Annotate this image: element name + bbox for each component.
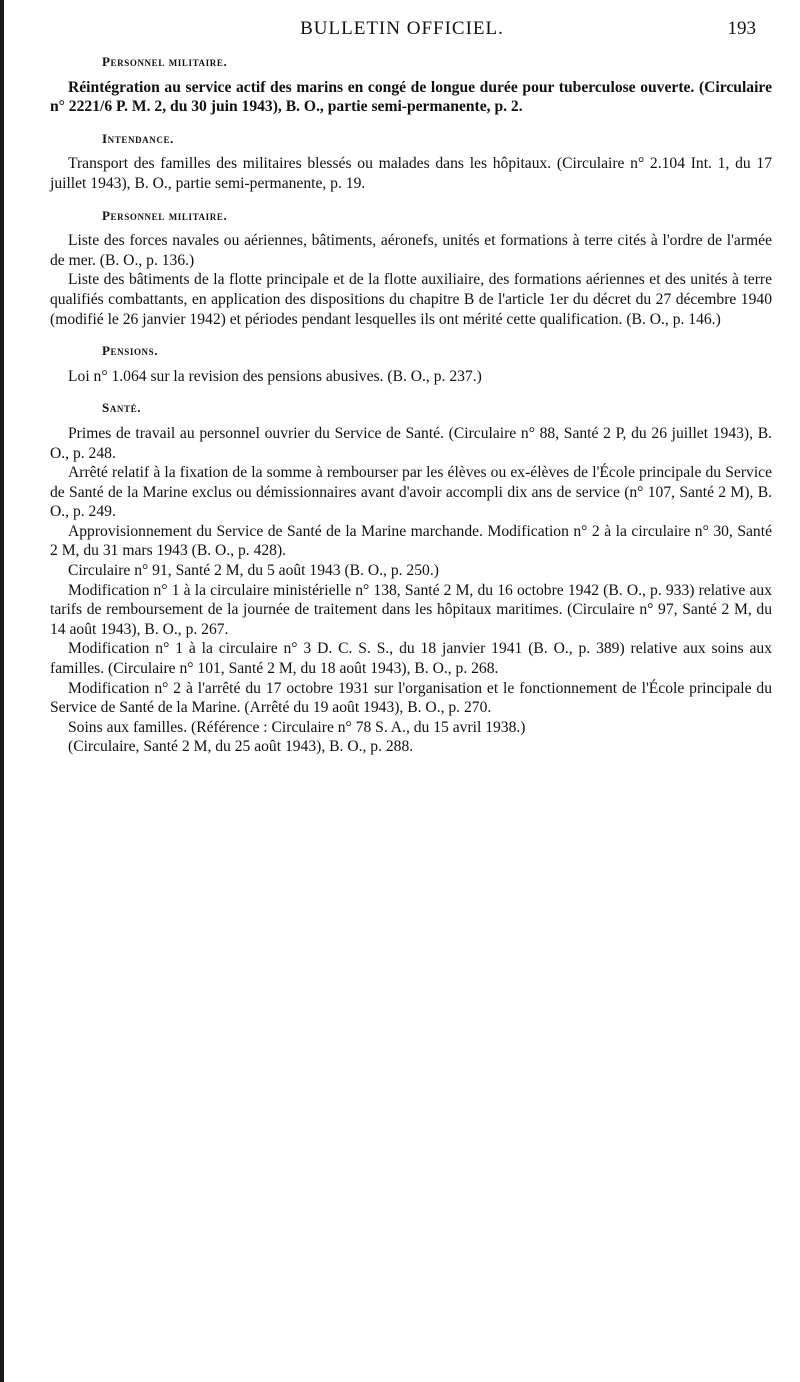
- section-paragraph: Modification n° 2 à l'arrêté du 17 octobre 1931 sur l'organisation et le fonctionnement de l'École principale du Service de Santé de la Marine. (Arrêté du 19 août 1943), B. O., p. 270.: [50, 679, 772, 717]
- page-title: BULLETIN OFFICIEL.: [300, 18, 504, 39]
- section-heading: Pensions.: [102, 343, 159, 359]
- section-heading: Santé.: [102, 400, 142, 416]
- section-paragraph: Circulaire n° 91, Santé 2 M, du 5 août 1943 (B. O., p. 250.): [68, 562, 439, 580]
- section-paragraph: Arrêté relatif à la fixation de la somme à rembourser par les élèves ou ex-élèves de l'École principale du Service de Santé de la Marine exclus ou démissionnaires avant d'avoir accompli dix ans de service (n° 107, Santé 2 M), B. O., p. 249.: [50, 464, 772, 521]
- section-personnel-militaire-2: [50, 206, 772, 330]
- section-paragraph: Loi n° 1.064 sur la revision des pensions abusives. (B. O., p. 237.): [68, 367, 482, 385]
- section-paragraph: Approvisionnement du Service de Santé de la Marine marchande. Modification n° 2 à la circulaire n° 30, Santé 2 M, du 31 mars 1943 (B. O., p. 428).: [50, 522, 772, 560]
- section-heading: Personnel militaire.: [102, 207, 228, 223]
- section-paragraph: Liste des forces navales ou aériennes, bâtiments, aéronefs, unités et formations à terre cités à l'ordre de l'armée de mer. (B. O., p. 136.): [50, 232, 772, 269]
- section-paragraph: Transport des familles des militaires blessés ou malades dans les hôpitaux. (Circulaire n° 2.104 Int. 1, du 17 juillet 1943), B. O., partie semi-permanente, p. 19.: [50, 155, 772, 192]
- section-personnel-militaire-1: [50, 52, 772, 117]
- section-paragraph: Modification n° 1 à la circulaire ministérielle n° 138, Santé 2 M, du 16 octobre 1942 (B. O., p. 933) relative aux tarifs de remboursement de la journée de traitement dans les hôpitaux maritimes. (Circulaire n° 97, Santé 2 M, du 14 août 1943), B. O., p. 267.: [50, 581, 772, 638]
- running-header: [44, 18, 760, 44]
- section-paragraph: Liste des bâtiments de la flotte principale et de la flotte auxiliaire, des formations aériennes et des unités à terre qualifiés combattants, en application des dispositions du chapitre B de l'article 1er du décret du 27 décembre 1940 (modifié le 26 janvier 1942) et périodes pendant lesquelles ils ont mérité cette qualification. (B. O., p. 146.): [50, 271, 772, 328]
- section-paragraph: Réintégration au service actif des marins en congé de longue durée pour tuberculose ouverte. (Circulaire n° 2221/6 P. M. 2, du 30 juin 1943), B. O., partie semi-permanente, p. 2.: [50, 78, 772, 116]
- section-pensions: [50, 341, 772, 386]
- section-paragraph: Primes de travail au personnel ouvrier du Service de Santé. (Circulaire n° 88, Santé 2 P, du 26 juillet 1943), B. O., p. 248.: [50, 424, 772, 462]
- section-intendance: [50, 129, 772, 194]
- section-paragraph: Modification n° 1 à la circulaire n° 3 D. C. S. S., du 18 janvier 1941 (B. O., p. 389) relative aux soins aux familles. (Circulaire n° 101, Santé 2 M, du 18 août 1943), B. O., p. 268.: [50, 640, 772, 678]
- section-heading: Personnel militaire.: [102, 54, 228, 69]
- section-paragraph: Soins aux familles. (Référence : Circulaire n° 78 S. A., du 15 avril 1938.): [68, 718, 526, 736]
- section-paragraph: (Circulaire, Santé 2 M, du 25 août 1943), B. O., p. 288.: [68, 738, 414, 756]
- page-number: 193: [727, 18, 756, 39]
- section-sante: [50, 398, 772, 757]
- section-heading: Intendance.: [102, 130, 174, 146]
- page-content: [50, 52, 772, 769]
